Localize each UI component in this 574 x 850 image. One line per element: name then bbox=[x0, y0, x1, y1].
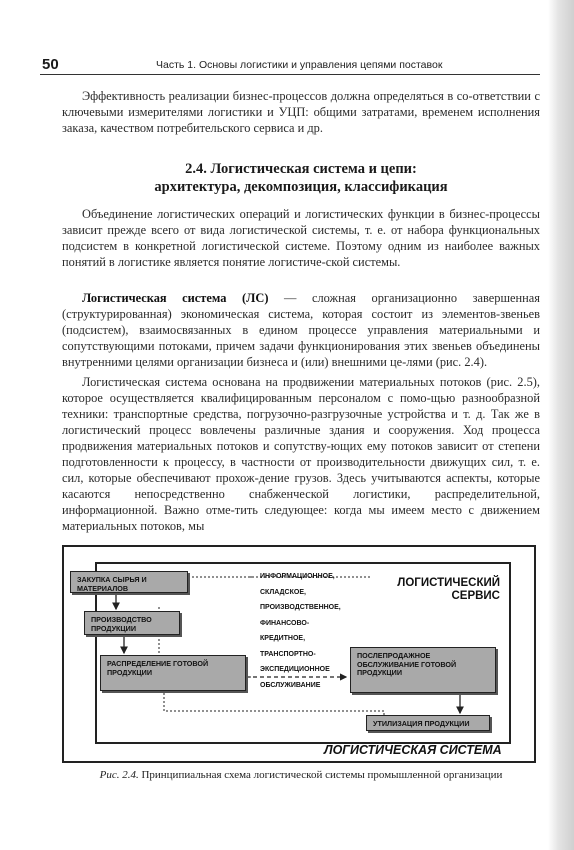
service-forwarding: ЭКСПЕДИЦИОННОЕ bbox=[260, 666, 330, 673]
definition-text: — сложная организационно завершенная (структурированная) экономическая система, которая состоит из элементов-звеньев (подсистем), взаимосвязанных в едином процессе управления материальными и сопутствующими потоками, причем задачи функционирования этих звеньев объединены внутренними целями организации бизнеса и (или) внешними це-лями (рис. 2.4). bbox=[62, 291, 540, 369]
section-heading-line1: 2.4. Логистическая система и цепи: bbox=[185, 161, 417, 177]
running-head: Часть 1. Основы логистики и управления цепями поставок bbox=[156, 59, 443, 71]
services-list bbox=[260, 569, 341, 693]
section-heading-line2: архитектура, декомпозиция, классификация bbox=[154, 179, 448, 195]
service-warehouse: СКЛАДСКОЕ, bbox=[260, 588, 306, 596]
logistics-system-diagram bbox=[62, 545, 536, 763]
header-rule bbox=[40, 74, 540, 75]
aftersales-box: ПОСЛЕПРОДАЖНОЕ ОБСЛУЖИВАНИЕ ГОТОВОЙ ПРОДУКЦИИ bbox=[350, 647, 496, 693]
purchase-box: ЗАКУПКА СЫРЬЯ И МАТЕРИАЛОВ bbox=[70, 571, 188, 593]
figure-caption bbox=[62, 769, 540, 781]
service-transport: ТРАНСПОРТНО- bbox=[260, 650, 316, 658]
section-heading bbox=[62, 160, 540, 196]
service-information: ИНФОРМАЦИОННОЕ, bbox=[260, 573, 335, 580]
service-finance: ФИНАНСОВО- bbox=[260, 619, 310, 627]
service-production: ПРОИЗВОДСТВЕННОЕ, bbox=[260, 604, 341, 611]
production-box: ПРОИЗВОДСТВО ПРОДУКЦИИ bbox=[84, 611, 180, 635]
figure-caption-text: Принципиальная схема логистической системы промышленной организации bbox=[138, 769, 503, 781]
service-credit: КРЕДИТНОЕ, bbox=[260, 635, 306, 642]
logistic-service-title-line2: СЕРВИС bbox=[451, 590, 500, 602]
page-edge-shadow bbox=[548, 0, 574, 850]
logistic-service-title-line1: ЛОГИСТИЧЕСКИЙ bbox=[397, 577, 500, 589]
intro-paragraph: Эффективность реализации бизнес-процессов должна определяться в со-ответствии с ключевыми измерителями логистики и УЦП: общими затратами, временем исполнения заказа, качеством потребительского сервиса и др. bbox=[62, 89, 540, 135]
utilization-box: УТИЛИЗАЦИЯ ПРОДУКЦИИ bbox=[366, 715, 490, 731]
logistic-service-title bbox=[364, 577, 500, 603]
body-paragraph-2 bbox=[62, 290, 540, 370]
service-maintenance: ОБСЛУЖИВАНИЕ bbox=[260, 681, 321, 689]
page-number: 50 bbox=[42, 56, 59, 73]
body-paragraph-1: Объединение логистических операций и логистических функции в бизнес-процессы зависит прежде всего от вида логистической системы, т. е. от набора функциональных подсистем в конкретной логистической системе. Поэтому одним из наиболее важных понятий в логистике является понятие логистиче-ской системы. bbox=[62, 207, 540, 269]
distribution-box: РАСПРЕДЕЛЕНИЕ ГОТОВОЙ ПРОДУКЦИИ bbox=[100, 655, 246, 691]
logistics-system-title: ЛОГИСТИЧЕСКАЯ СИСТЕМА bbox=[324, 743, 502, 757]
figure-label: Рис. 2.4. bbox=[99, 769, 139, 781]
body-paragraph-3: Логистическая система основана на продвижении материальных потоков (рис. 2.5), которое осуществляется квалифицированным персоналом с помо-щью разнообразной техники: транспортные средства, погрузочно-разгрузочные устройства и т. д. Так же в логистический процесс вовлечены различные здания и сооружения. Ход процесса продвижения материальных потоков и сопутству-ющих ему потоков зависит от степени подготовленности к процессу, в частности от производительности движущих сил, т. е. сил, которые обеспечивают прохож-дение грузов. Здесь учитываются аспекты, которые касаются непосредственно снабженческой логистики, распределительной, информационной. Важно отме-тить следующее: когда мы имеем место с движением материальных потоков, мы bbox=[62, 375, 540, 533]
term-logistics-system: Логистическая система (ЛС) bbox=[82, 291, 269, 305]
